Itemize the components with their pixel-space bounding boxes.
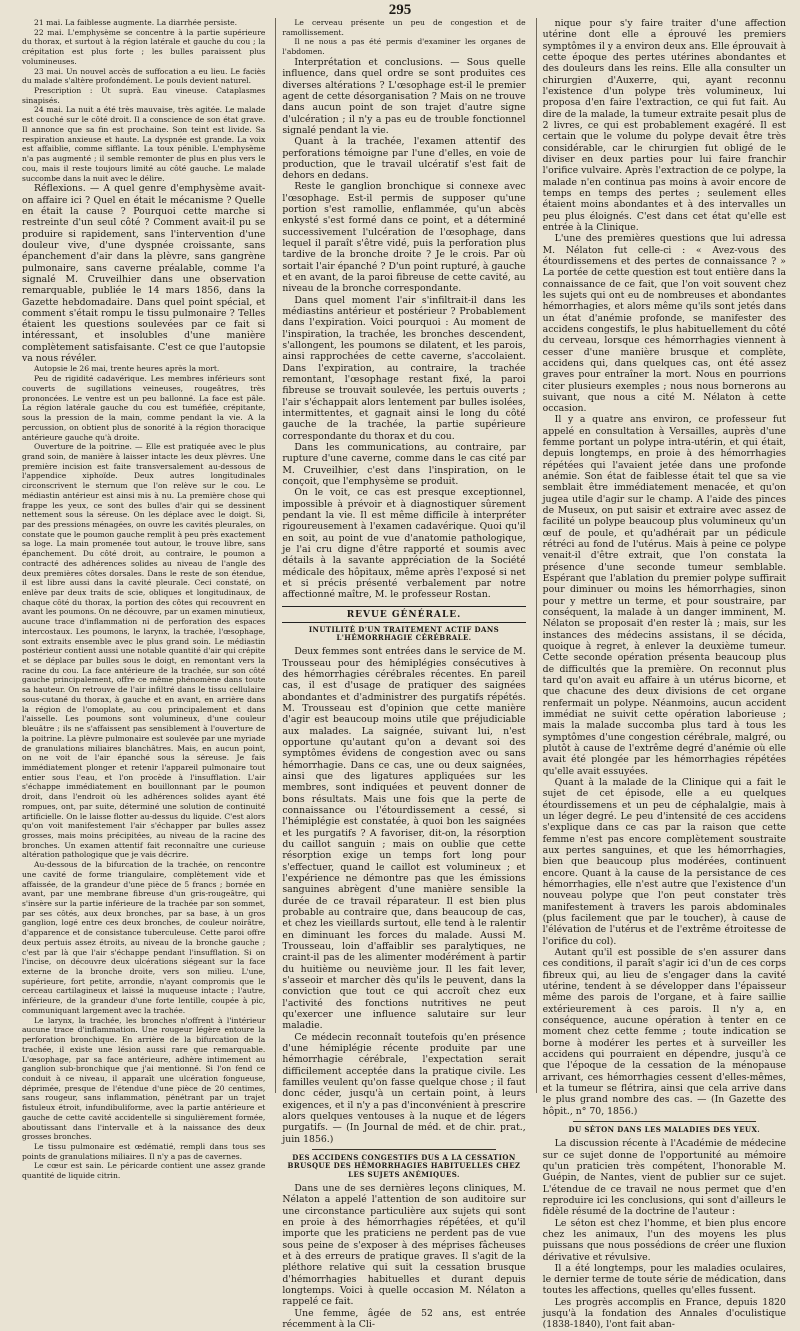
paragraph: Reste le ganglion bronchique si connexe avec l'œsophage. Est-il permis de supposer qu'une portion s'est ramollie, enflammée, qu'un abcès enkysté s'est formé dans ce point, et a déterminé successivement l'ulcération de l'œsophage, dans lequel il paraît s'être vidé, puis la perforation plus tardive de la bronche droite ? Je le crois. Par où sortait l'air épanché ? D'un point rupturé, à gauche et en avant, de la paroi fibreuse de cette cavité, au niveau de la bronche correspondante. [282, 181, 526, 295]
paragraph: 21 mai. La faiblesse augmente. La diarrhée persiste. [34, 18, 238, 27]
paragraph: Peu de rigidité cadavérique. Les membres inférieurs sont couverts de sugillations veineuses, rougeâtres, très prononcées. Le ventre est un peu ballonné. La face est pâle. La région latérale gauche du cou est tuméfiée, crépitante, sous la pression de la main, comme pendant la vie. A la percussion, on obtient plus de sonorité à la région thoracique antérieure gauche qu'à droite. [22, 374, 266, 442]
paragraph: Le cœur est sain. Le péricarde contient une assez grande quantité de liquide citrin. [22, 1161, 266, 1181]
paragraph: Le cerveau présente un peu de congestion et de ramollissement. [282, 18, 526, 37]
divider [312, 1149, 495, 1150]
article-title-seton: DU SÉTON DANS LES MALADIES DES YEUX. [568, 1124, 761, 1134]
article-accidens-body [282, 1183, 525, 1330]
paragraph: Il y a quatre ans environ, ce professeur fut appelé en consultation à Versailles, auprès d'une femme portant un polype intra-utérin, et qui était, depuis longtemps, en proie à des hémorrhagies répétées qui l'avaient jetée dans une profonde anémie. Son état de faiblesse était tel que sa vie semblait être immédiatement menacée, et qu'on jugea utile d'agir sur le champ. A l'aide des pinces de Museux, on put saisir et extraire avec assez de facilité un polype beaucoup plus volumineux qu'un œuf de poule, et qu'adhérait par un pédicule rétréci au fond de l'utérus. Mais à peine ce polype venait-il d'être extrait, que l'on constata la présence d'une seconde tumeur semblable. Espérant que l'ablation du premier polype suffirait pour diminuer ou moins les hémorrhagies, sinon pour y mettre un terme, et pour soustraire, par conséquent, la malade à un danger imminent, M. Nélaton se proposait d'en rester là ; mais, sur les instances des médecins assistans, il se décida, quoique à regret, à enlever la deuxième tumeur. Cette seconde opération présenta beaucoup plus de difficultés que la première. On reconnut plus tard qu'on avait eu affaire à un utérus bicorne, et que chacune des deux divisions de cet organe renfermait un polype. Néanmoins, aucun accident immédiat ne suivit cette opération laborieuse ; mais la malade succomba plus tard à tous les symptômes d'une congestion cérébrale, malgré, ou plutôt à cause de l'extrême degré d'anémie où elle avait été plongée par les hémorrhagies répétées qu'elle avait essuyées. [542, 414, 786, 777]
article-accidens-continued [543, 18, 786, 1117]
paragraph: Réflexions. — A quel genre d'emphysème avait-on affaire ici ? Quel en était le mécanisme ? Quelle en était la cause ? Pourquoi cette marche si restreinte d'un seul côté ? Comment avait-il pu se produire si rapidement, sans l'intervention d'une douleur vive, d'une dyspnée croissante, sans épanchement d'air dans la plèvre, sans gangrène pulmonaire, sans caverne préalable, comme l'a signalé M. Cruveilhier dans une observation remarquable, publiée le 14 mars 1856, dans la Gazette hebdomadaire. Dans quel point spécial, et comment s'était rompu le tissu pulmonaire ? Telles étaient les questions soulevées par ce fait si intéressant, et insolubles d'une manière complètement satisfaisante. C'est ce que l'autopsie va nous révéler. [22, 183, 266, 365]
paragraph: 22 mai. L'emphysème se concentre à la partie supérieure du thorax, et surtout à la région latérale et gauche du cou ; la crépitation est plus forte ; les bulles paraissent plus volumineuses. [22, 27, 266, 66]
article-title-accidens: DES ACCIDENS CONGESTIFS DUS A LA CESSATION BRUSQUE DES HÉMORRHAGIES HABITUELLES CHEZ LES SUJETS ANÉMIQUES. [287, 1152, 521, 1179]
paragraph: Le séton est chez l'homme, et bien plus encore chez les animaux, l'un des moyens les plus puissans que nous possédions de créer une fluxion dérivative et révulsive. [542, 1217, 786, 1263]
paragraph: Le larynx, la trachée, les bronches n'offrent à l'intérieur aucune trace d'inflammation. Une rougeur légère entoure la perforation bronchique. En arrière de la bifurcation de la trachée, il existe une lésion aussi rare que remarquable. L'œsophage, par sa face antérieure, adhère intimement au ganglion sub-bronchique que j'ai mentionné. Si l'on fend ce conduit à ce niveau, il apparaît une ulcération fongueuse, déprimée, presque de l'étendue d'une pièce de 20 centimes, sans rougeur, sans inflammation, pénétrant par un trajet fistuleux étroit, infundibuliforme, avec la partie antérieure et gauche de cette cavité accidentelle si singulièrement formée, aboutissant dans l'intervalle et à la naissance des deux grosses bronches. [22, 1015, 266, 1142]
article-hemorrhagie-body [282, 646, 525, 1144]
paragraph: Les progrès accomplis en France, depuis 1820 jusqu'à la fondation des Annales d'oculistique (1838-1840), l'ont fait aban- [542, 1296, 786, 1331]
paragraph: Dans quel moment l'air s'infiltrait-il dans les médiastins antérieur et postérieur ? Probablement dans l'expiration. Voici pourquoi : Au moment de l'inspiration, la trachée, les bronches descendent, s'allongent, les poumons se dilatent, et les parois, ainsi rapprochées de cette caverne, s'accolaient. Dans l'expiration, au contraire, la trachée remontant, l'œsophage restant fixé, la paroi fibreuse se trouvait soulevée, les pertuis ouverts ; l'air s'échappait alors lentement par bulles isolées, intermittentes, et gagnait ainsi le long du côté gauche de la trachée, la partie supérieure correspondante du thorax et du cou. [282, 294, 526, 442]
paragraph: On le voit, ce cas est presque exceptionnel, impossible à prévoir et à diagnostiquer sûrement pendant la vie. Il est même difficile à interpréter rigoureusement à l'examen cadavérique. Quoi qu'il en soit, au point de vue d'anatomie pathologique, je l'ai cru digne d'être rapporté et soumis avec détails à la savante appréciation de la Société médicale des hôpitaux, même après l'exposé si net et si précis présenté verbalement par notre affectionné maître, M. le professeur Rostan. [282, 487, 526, 601]
divider [573, 1121, 756, 1122]
observation-conclusions [282, 18, 525, 601]
column-right [536, 18, 786, 1331]
paragraph: 24 mai. La nuit a été très mauvaise, très agitée. Le malade est couché sur le côté droit. Il a conscience de son état grave. Il annonce que sa fin est prochaine. Son teint est livide. Sa respiration anxieuse et haute. La dyspnée est grande. La voix est affaiblie, comme sifflante. La toux pénible. L'emphysème n'a pas augmenté ; il semble remonter de plus en plus vers le cou, mais il reste toujours limité au côté gauche. Le malade succombe dans la nuit avec le délire. [22, 105, 266, 183]
paragraph: La discussion récente à l'Académie de médecine sur ce sujet donne de l'opportunité au mémoire qu'un praticien très compétent, l'honorable M. Guépin, de Nantes, vient de publier sur ce sujet. L'étendue de ce travail ne nous permet que d'en reproduire ici les conclusions, qui sont d'ailleurs le fidèle résumé de la doctrine de l'auteur : [542, 1138, 786, 1218]
paragraph: Dans les communications, au contraire, par rupture d'une caverne, comme dans le cas cité par M. Cruveilhier, c'est dans l'inspiration, on le conçoit, que l'emphysème se produit. [282, 442, 526, 488]
section-title: REVUE GÉNÉRALE. [282, 606, 525, 623]
paragraph: 23 mai. Un nouvel accès de suffocation a eu lieu. Le faciès du malade s'altère profondément. Le pouls devient naturel. [22, 66, 266, 86]
paragraph: Au-dessous de la bifurcation de la trachée, on rencontre une cavité de forme triangulaire, complètement vide et affaissée, de la grandeur d'une pièce de 5 francs ; bornée en avant, par une membrane fibreuse d'un gris-rougeâtre, qui s'insère sur la partie inférieure de la trachée par son sommet, par ses côtés, aux deux bronches, par sa base, à un gros ganglion, logé entre ces deux bronches, de couleur noirâtre, d'apparence et de consistance tuberculeuse. Cette paroi offre deux pertuis assez étroits, au niveau de la bronche gauche ; c'est par là que l'air s'échappe pendant l'insufflation. Si on l'incise, on découvre deux ulcérations siégeant sur la face externe de la bronche droite, vers son milieu. L'une, supérieure, fort petite, arrondie, n'ayant compromis que le cerceau cartilagineux et laissé la muqueuse intacte ; l'autre, inférieure, de la grandeur d'une forte lentille, coupée à pic, communiquant largement avec la trachée. [22, 860, 266, 1015]
paragraph: Dans une de ses dernières leçons cliniques, M. Nélaton a appelé l'attention de son auditoire sur une circonstance particulière aux sujets qui sont en proie à des hémorrhagies répétées, et qu'il importe que les praticiens ne perdent pas de vue sous peine de s'exposer à des méprises fâcheuses et à des erreurs de pratique graves. Il s'agit de la pléthore relative qui suit la cessation brusque d'hémorrhagies habituelles et durant depuis longtemps. Voici à quelle occasion M. Nélaton a rappelé ce fait. [282, 1183, 526, 1308]
article-title-hemorrhagie: INUTILITÉ D'UN TRAITEMENT ACTIF DANS L'HÉMORRHAGIE CÉRÉBRALE. [308, 624, 500, 643]
article-seton-body [543, 1138, 786, 1331]
paragraph: Autant qu'il est possible de s'en assurer dans ces conditions, il paraît s'agir ici d'un de ces corps fibreux qui, au lieu de s'engager dans la cavité utérine, tendent à se développer dans l'épaisseur même des parois de l'organe, et à faire saillie extérieurement à ces parois. Il n'y a, en conséquence, aucune opération à tenter en ce moment chez cette femme ; toute indication se borne à modérer les pertes et à surveiller les accidens qui pourraient en dépendre, jusqu'à ce que l'époque de la cessation de la ménopause arrivant, ces hémorrhagies cessent d'elles-mêmes, et la tumeur se flétrira, ainsi que cela arrive dans le plus grand nombre des cas. — (In Gazette des hôpit., n° 70, 1856.) [542, 946, 786, 1117]
paragraph: Interprétation et conclusions. — Sous quelle influence, dans quel ordre se sont produites ces diverses altérations ? L'œsophage est-il le premier agent de cette désorganisation ? Mais on ne trouve dans aucun point de son trajet d'autre signe d'ulcération ; il n'y a pas eu de trouble fonctionnel signalé pendant la vie. [282, 56, 526, 136]
paragraph: L'une des premières questions que lui adressa M. Nélaton fut celle-ci : « Avez-vous des étourdissemens et des pertes de connaissance ? » La portée de cette question est tout entière dans la connaissance de ce fait, que l'on voit souvent chez les sujets qui ont eu de nombreuses et abondantes hémorrhagies, et alors même qu'ils sont jetés dans un état d'anémie profonde, se manifester des accidens congestifs, le plus habituellement du côté du cerveau, lorsque ces hémorrhagies viennent à cesser d'une manière brusque et complète, accidens qui, dans quelques cas, ont été assez graves pour entraîner la mort. Nous en pourrions citer plusieurs exemples ; nous nous bornerons au suivant, que nous a cité M. Nélaton à cette occasion. [542, 233, 786, 415]
paragraph: Prescription : Ut suprà. Eau vineuse. Cataplasmes sinapisés. [22, 86, 266, 105]
paragraph: Le tissu pulmonaire est œdématié, rempli dans tous ses points de granulations miliaires. Il n'y a pas de cavernes. [22, 1141, 266, 1161]
column-middle [275, 18, 526, 1330]
paragraph: Il ne nous a pas été permis d'examiner les organes de l'abdomen. [282, 37, 526, 57]
page-number: 295 [388, 2, 412, 18]
paragraph: Il a été longtemps, pour les maladies oculaires, le dernier terme de toute série de médication, dans toutes les affections, quelles qu'elles fussent. [542, 1262, 786, 1297]
paragraph: Ouverture de la poitrine. — Elle est pratiquée avec le plus grand soin, de manière à laisser intacte les deux plèvres. Une première incision est faite transversalement au-dessous de l'appendice xiphoïde. Deux autres longitudinales circonscrivent le sternum que l'on relève sur le cou. Le médiastin antérieur est ainsi mis à nu. La première chose qui frappe les yeux, ce sont des bulles d'air qui se dessinent nettement sous la séreuse. On les déplace avec le doigt. Si, par des pressions ménagées, on ouvre les cavités pleurales, on constate que le poumon gauche remplit à peu près exactement sa loge. La main promenée tout autour, le trouve libre, sans épanchement. Du côté droit, au contraire, le poumon a contracté des adhérences solides au niveau de l'angle des deux premières côtes dorsales. Dans le reste de son étendue, il est libre aussi dans la cavité pleurale. Ceci constaté, on enlève par deux traits de scie, obliques et longitudinaux, de chaque côté du thorax, la portion des côtes qui recouvrent en avant les poumons. On ne découvre, par un examen minutieux, aucune trace d'inflammation ni de perforation des espaces intercostaux. Les poumons, le larynx, la trachée, l'œsophage, sont extraits ensemble avec le plus grand soin. Le médiastin postérieur contient aussi une notable quantité d'air qui crépite et se déplace par bulles sous le doigt, en remontant vers la racine du cou. La face antérieure de la trachée, sur son côté gauche principalement, offre ce même phénomène dans toute sa hauteur. On retrouve de l'air infiltré dans le tissu cellulaire sous-cutané du thorax, à gauche et en avant, en arrière dans la région de l'omoplate, au cou principalement et dans l'aisselle. Les poumons sont volumineux, d'une couleur bleuâtre ; ils ne s'affaissent pas sensiblement à l'ouverture de la poitrine. La plèvre pulmonaire est soulevée par une myriade de granulations miliaires blanchâtres. Mais, en aucun point, on ne voit de l'air épanché sous la séreuse. Je fais immédiatement plonger et retenir l'appareil pulmonaire tout entier sous l'eau, et l'on procède à l'insufflation. L'air s'échappe immédiatement en bouillonnant par le poumon droit, dans l'endroit où les adhérences solides ayant été rompues, ont, par suite, déterminé une solution de continuité artificielle. On le laisse flotter au-dessus du liquide. C'est alors qu'on voit manifestement l'air s'échapper par bulles assez grosses, mais moins précipitées, au niveau de la racine des bronches. Un examen attentif fait reconnaître une curieuse altération pathologique que je vais décrire. [22, 442, 266, 860]
paragraph: Deux femmes sont entrées dans le service de M. Trousseau pour des hémiplégies consécutives à des hémorrhagies cérébrales récentes. En pareil cas, il est d'usage de pratiquer des saignées abondantes et d'administrer des purgatifs répétés. M. Trousseau est d'opinion que cette manière d'agir est beaucoup moins utile que préjudiciable aux malades. La saignée, suivant lui, n'est opportune qu'autant qu'on a devant soi des symptômes évidens de congestion avec ou sans hémorrhagie. Dans ce cas, une ou deux saignées, ainsi que des ligatures appliquées sur les membres, sont indiquées et peuvent donner de bons résultats. Mais une fois que la perte de connaissance ou l'étourdissement a cessé, si l'hémiplégie est constatée, à quoi bon les saignées et les purgatifs ? A favoriser, dit-on, la résorption du caillot sanguin ; mais on oublie que cette résorption exige un temps fort long pour s'effectuer, quand le caillot est volumineux ; et l'expérience ne démontre pas que les émissions sanguines abrègent d'une manière sensible la durée de ce travail réparateur. Il est bien plus probable au contraire que, dans beaucoup de cas, et chez les vieillards surtout, elle tend à le ralentir en diminuant les forces du malade. Aussi M. Trousseau, loin d'affaiblir ses paralytiques, ne craint-il pas de les alimenter modérément à partir du huitième ou neuvième jour. Il les fait lever, s'asseoir et marcher dès qu'ils le peuvent, dans la conviction que tout ce qui accroît chez eux l'activité des fonctions nutritives ne peut qu'exercer une influence salutaire sur leur maladie. [282, 646, 526, 1032]
paragraph: Ce médecin reconnaît toutefois qu'en présence d'une hémiplégie récente produite par une hémorrhagie cérébrale, l'expectation serait difficilement acceptée dans la pratique civile. Les familles veulent qu'on fasse quelque chose ; il faut donc céder, jusqu'à un certain point, à leurs exigences, et il n'y a pas d'inconvénient à prescrire alors quelques ventouses à la nuque et de légers purgatifs. — (In Journal de méd. et de chir. prat., juin 1856.) [282, 1031, 526, 1145]
paragraph: Quant à la trachée, l'examen attentif des perforations témoigne par l'une d'elles, en voie de production, que le travail ulcératif s'est fait de dehors en dedans. [282, 136, 526, 182]
paragraph: Une femme, âgée de 52 ans, est entrée récemment à la Cli- [282, 1307, 526, 1330]
paragraph: nique pour s'y faire traiter d'une affection utérine dont elle a éprouvé les premiers symptômes il y a environ deux ans. Elle éprouvait à cette époque des pertes utérines abondantes et des douleurs dans les reins. Elle alla consulter un chirurgien d'Auxerre, qui, ayant reconnu l'existence d'un polype très volumineux, lui proposa d'en faire l'extraction, ce qui fut fait. Au dire de la malade, la tumeur extraite pesait plus de 2 livres, ce qui est probablement exagéré. Il est certain que le volume du polype devait être très considérable, car le chirurgien fut obligé de le diviser en deux parties pour lui faire franchir l'orifice vulvaire. Après l'extraction de ce polype, la malade n'en continua pas moins à avoir encore de temps en temps des pertes ; seulement elles étaient moins abondantes et à des intervalles un peu plus éloignés. C'est dans cet état qu'elle est entrée à la Clinique. [542, 18, 786, 233]
columns [22, 18, 786, 1331]
paragraph: Quant à la malade de la Clinique qui a fait le sujet de cet épisode, elle a eu quelques étourdissemens et un peu de céphalalgie, mais à un léger degré. Le peu d'intensité de ces accidens s'explique dans ce cas par la raison que cette femme n'est pas encore complètement soustraite aux pertes sanguines, et que les hémorrhagies, bien que beaucoup plus modérées, continuent encore. Quant à la cause de la persistance de ces hémorrhagies, elle n'est autre que l'existence d'un nouveau polype que l'on peut constater très manifestement à travers les parois abdominales (plus facilement que par le toucher), à cause de l'élévation de l'utérus et de l'extrême étroitesse de l'orifice du col). [542, 776, 786, 947]
column-left [22, 18, 266, 1181]
paragraph: Autopsie le 26 mai, trente heures après la mort. [34, 364, 220, 374]
